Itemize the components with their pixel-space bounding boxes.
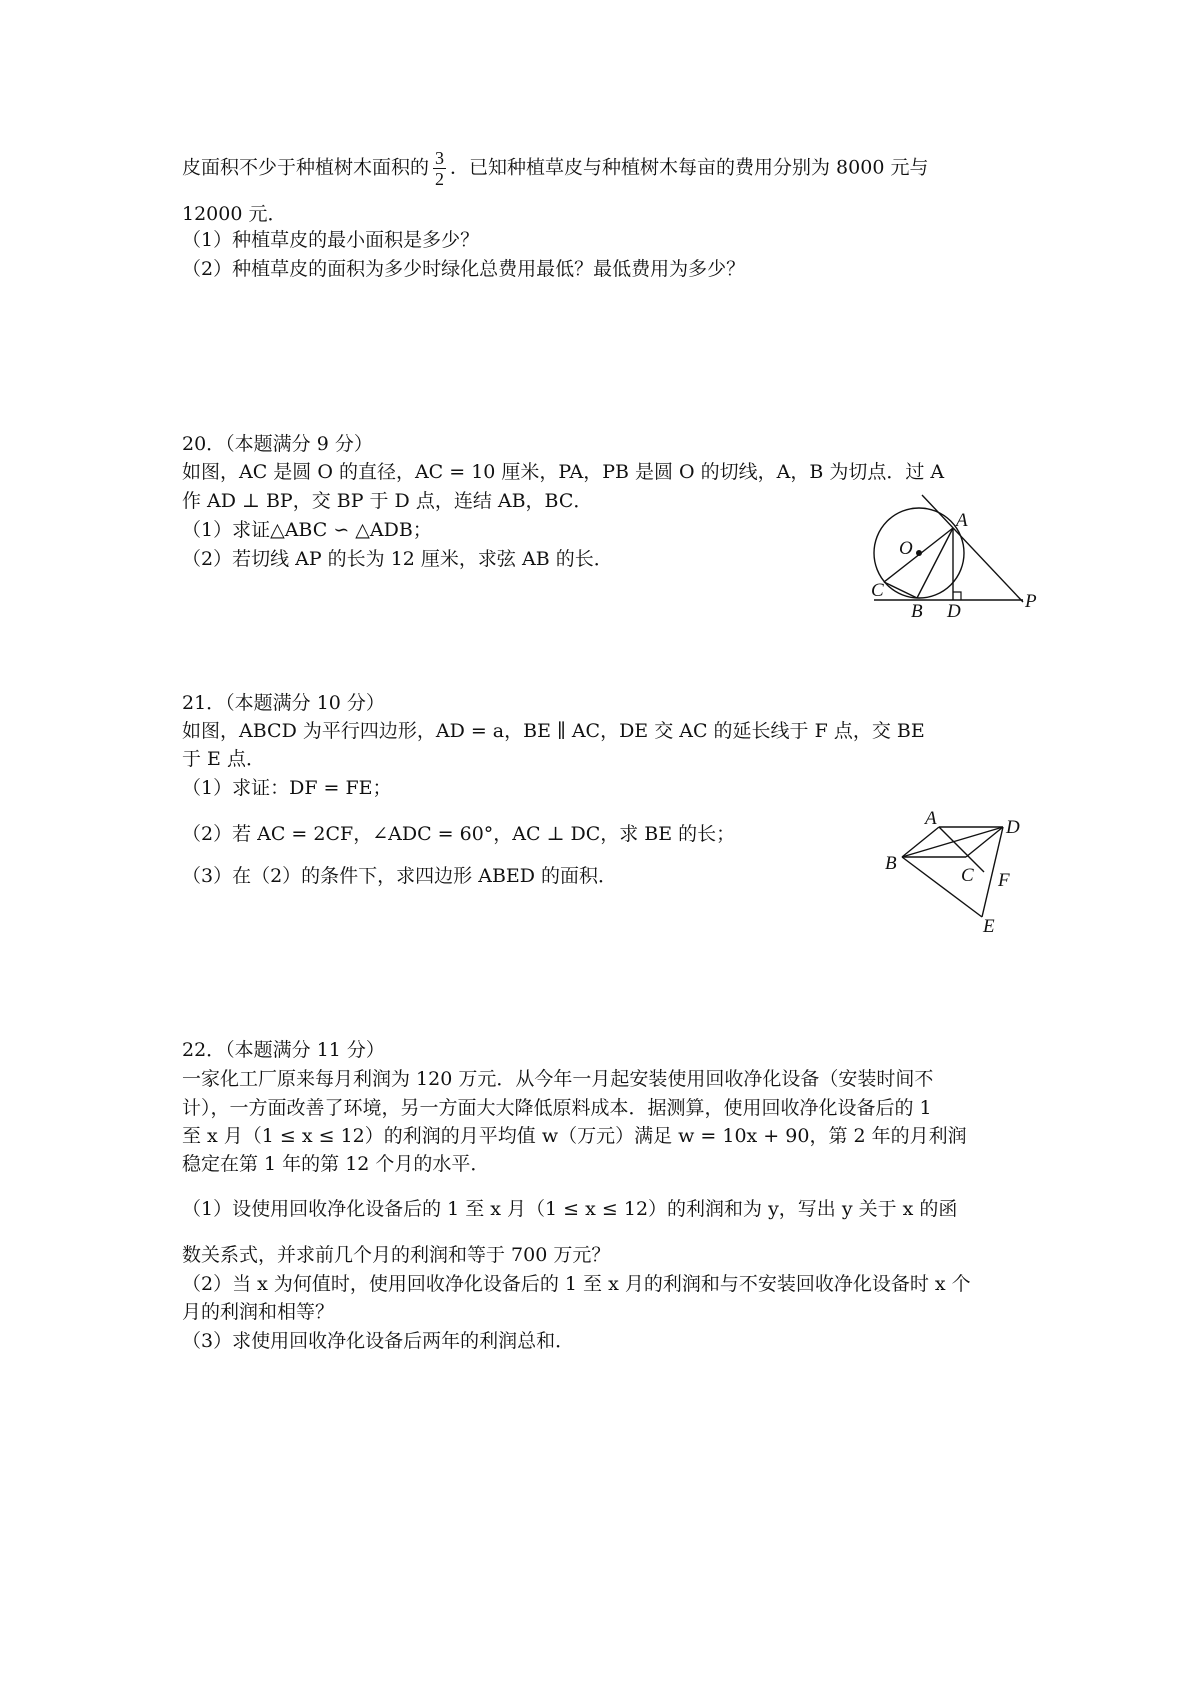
label-b: B bbox=[911, 601, 923, 622]
intro-question-1: （1）种植草皮的最小面积是多少？ bbox=[182, 229, 480, 251]
p21-question-3: （3）在（2）的条件下，求四边形 ABED 的面积． bbox=[182, 865, 618, 887]
p21-line-1: 如图，ABCD 为平行四边形，AD = a，BE ∥ AC，DE 交 AC 的延长线于 F 点，交 BE bbox=[182, 720, 925, 742]
p22-line-3: 至 x 月（1 ≤ x ≤ 12）的利润的月平均值 w（万元）满足 w = 10x + 90，第 2 年的月利润 bbox=[182, 1125, 967, 1147]
fraction-three-halves bbox=[433, 148, 446, 189]
tangent-line-pa bbox=[922, 495, 1023, 602]
p22-question-1-a: （1）设使用回收净化设备后的 1 至 x 月（1 ≤ x ≤ 12）的利润和为 y，写出 y 关于 x 的函 bbox=[182, 1198, 958, 1220]
label-d: D bbox=[947, 601, 961, 622]
label-d: D bbox=[1006, 817, 1020, 838]
label-f: F bbox=[998, 870, 1010, 891]
p22-question-2-b: 月的利润和相等？ bbox=[182, 1301, 335, 1323]
fraction-numerator: 3 bbox=[435, 148, 445, 168]
p20-figure bbox=[870, 490, 1050, 640]
fraction-denominator: 2 bbox=[435, 169, 445, 189]
p22-question-3: （3）求使用回收净化设备后两年的利润总和． bbox=[182, 1330, 575, 1352]
intro-text-b: ．已知种植草皮与种植树木每亩的费用分别为 8000 元与 bbox=[450, 156, 929, 179]
label-c: C bbox=[961, 865, 974, 886]
p22-question-1-b: 数关系式，并求前几个月的利润和等于 700 万元？ bbox=[182, 1244, 611, 1266]
intro-text-a: 皮面积不少于种植树木面积的 bbox=[182, 156, 430, 179]
p20-header: 20．（本题满分 9 分） bbox=[182, 433, 373, 455]
label-p: P bbox=[1025, 591, 1037, 612]
label-a: A bbox=[956, 510, 968, 531]
p22-question-2-a: （2）当 x 为何值时，使用回收净化设备后的 1 至 x 月的利润和与不安装回收净化设备时 x 个 bbox=[182, 1273, 971, 1295]
chord-cb bbox=[884, 582, 917, 598]
p22-line-4: 稳定在第 1 年的第 12 个月的水平． bbox=[182, 1153, 490, 1175]
p20-line-1: 如图，AC 是圆 O 的直径，AC = 10 厘米，PA，PB 是圆 O 的切线，A，B 为切点．过 A bbox=[182, 461, 945, 483]
p20-question-1: （1）求证△ABC ∽ △ADB； bbox=[182, 519, 432, 541]
label-e: E bbox=[983, 916, 995, 937]
p20-question-2: （2）若切线 AP 的长为 12 厘米，求弦 AB 的长． bbox=[182, 548, 613, 570]
p22-line-2: 计），一方面改善了环境，另一方面大大降低原料成本．据测算，使用回收净化设备后的 1 bbox=[182, 1097, 932, 1119]
p21-question-1: （1）求证：DF = FE； bbox=[182, 777, 392, 799]
intro-question-2: （2）种植草皮的面积为多少时绿化总费用最低？最低费用为多少？ bbox=[182, 258, 746, 280]
right-angle-mark bbox=[953, 592, 961, 600]
label-b: B bbox=[885, 853, 897, 874]
label-c: C bbox=[871, 580, 884, 601]
intro-line-2: 12000 元． bbox=[182, 203, 287, 225]
p20-line-2: 作 AD ⊥ BP，交 BP 于 D 点，连结 AB，BC． bbox=[182, 490, 593, 512]
p22-header: 22．（本题满分 11 分） bbox=[182, 1039, 385, 1061]
label-o: O bbox=[899, 538, 913, 559]
intro-line-1 bbox=[182, 148, 928, 189]
segment-bd bbox=[902, 827, 1003, 857]
segment-ab bbox=[902, 827, 939, 857]
center-point-o bbox=[916, 550, 922, 556]
p21-header: 21．（本题满分 10 分） bbox=[182, 692, 385, 714]
p21-figure bbox=[880, 800, 1040, 940]
p21-line-2: 于 E 点． bbox=[182, 748, 265, 770]
label-a: A bbox=[925, 808, 937, 829]
p21-question-2: （2）若 AC = 2CF，∠ADC = 60°，AC ⊥ DC，求 BE 的长； bbox=[182, 823, 736, 845]
p22-line-1: 一家化工厂原来每月利润为 120 万元．从今年一月起安装使用回收净化设备（安装时间不 bbox=[182, 1068, 934, 1090]
